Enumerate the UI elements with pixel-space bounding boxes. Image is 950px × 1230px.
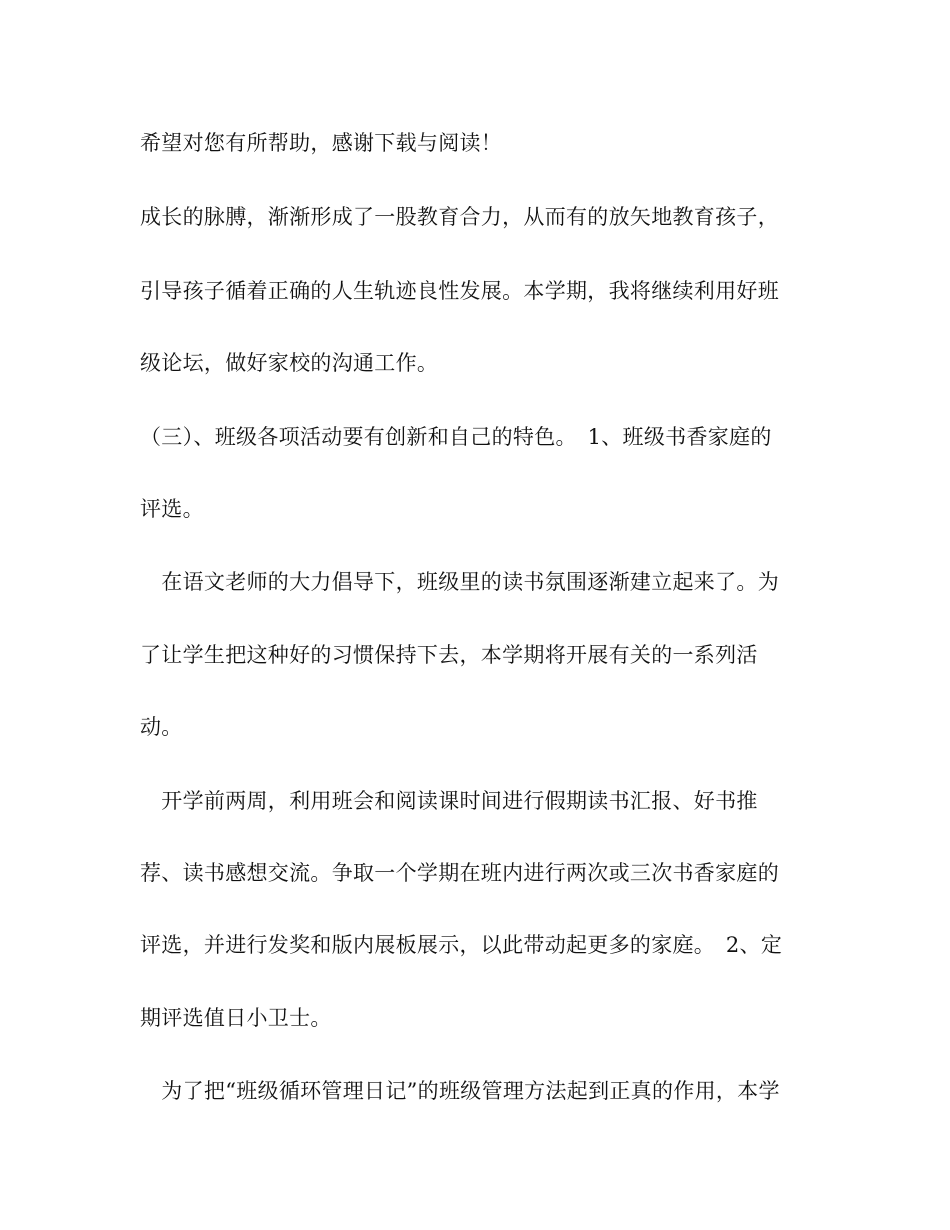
text-line: 引导孩子循着正确的人生轨迹良性发展。本学期，我将继续利用好班 — [140, 279, 779, 303]
text-line: 为了把“班级循环管理日记”的班级管理方法起到正真的作用，本学 — [140, 1079, 780, 1103]
text-line: 级论坛，做好家校的沟通工作。 — [140, 351, 439, 375]
text-line: 在语文老师的大力倡导下，班级里的读书氛围逐渐建立起来了。为 — [140, 570, 779, 594]
text-line: 荐、读书感想交流。争取一个学期在班内进行两次或三次书香家庭的 — [140, 861, 779, 885]
text-line: 动。 — [140, 715, 183, 739]
text-line: 评选，并进行发奖和版内展板展示，以此带动起更多的家庭。 2、定 — [140, 933, 783, 957]
text-line: 开学前两周，利用班会和阅读课时间进行假期读书汇报、好书推 — [140, 789, 758, 813]
text-line: 期评选值日小卫士。 — [140, 1006, 332, 1030]
text-line: 成长的脉膊，渐渐形成了一股教育合力，从而有的放矢地教育孩子， — [140, 205, 779, 229]
text-line: （三）、班级各项活动要有创新和自己的特色。 1、班级书香家庭的 — [140, 425, 772, 449]
text-line: 了让学生把这种好的习惯保持下去，本学期将开展有关的一系列活 — [140, 643, 758, 667]
text-line: 希望对您有所帮助，感谢下载与阅读！ — [140, 131, 503, 155]
text-line: 评选。 — [140, 497, 204, 521]
